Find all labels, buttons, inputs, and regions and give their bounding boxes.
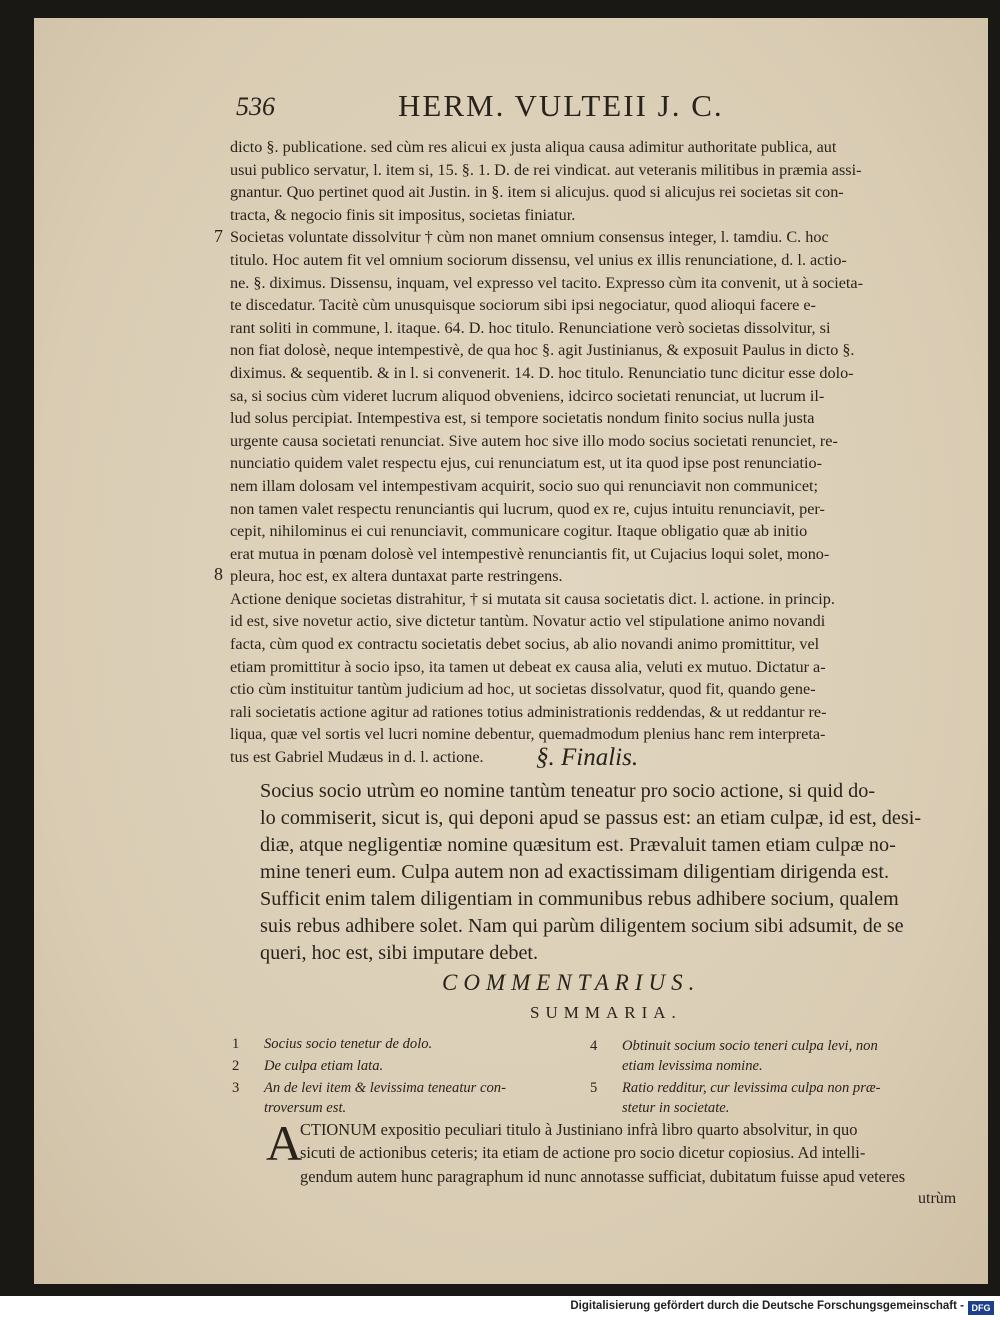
main-text-block (230, 136, 960, 769)
summary-item (232, 1078, 506, 1118)
running-title: HERM. VULTEII J. C. (398, 88, 724, 123)
text-line: facta, cùm quod ex contractu societatis debet socius, ab alio novandi animo promittitur, vel (230, 635, 820, 654)
text-line: diximus. & sequentib. & in l. si convenerit. 14. D. hoc titulo. Renunciatio tunc dicitur esse dolo- (230, 363, 854, 382)
summary-line: troversum est. (264, 1100, 347, 1116)
text-line: ctio cùm instituitur tantùm judicium ad hoc, ut societas dissolvatur, quod fit, quando gene- (230, 680, 816, 699)
margin-number-8: 8 (214, 564, 223, 584)
text-line: mine teneri eum. Culpa autem non ad exactissimam diligentiam dirigenda est. (260, 861, 890, 883)
drop-cap: A (266, 1115, 303, 1171)
text-line: nunciatio quidem valet respectu ejus, cui renunciatum est, ut ita quod ipse post renunciatio- (230, 454, 823, 473)
text-line: id est, sive novetur actio, sive dictetur tantùm. Novatur actio vel stipulatione animo novandi (230, 612, 826, 631)
dfg-logo-icon: DFG (968, 1301, 994, 1315)
text-line: dicto §. publicatione. sed cùm res alicui ex justa aliqua causa adimitur authoritate publica, aut (230, 138, 837, 156)
text-line: cepit, nihilominus ei cui renunciavit, communicare cogitur. Itaque obligatio quæ ab initio (230, 522, 808, 541)
text-line: sicuti de actionibus ceteris; ita etiam de actione pro socio dicetur copiosius. Ad intelli- (300, 1143, 866, 1163)
catchword: utrùm (918, 1190, 957, 1207)
summary-number: 4 (590, 1038, 598, 1054)
summary-line: Socius socio tenetur de dolo. (264, 1036, 433, 1052)
funding-notice: Digitalisierung gefördert durch die Deutsche Forschungsgemeinschaft - (570, 1300, 964, 1312)
summary-number: 3 (232, 1080, 240, 1096)
page-content (34, 18, 988, 1284)
text-line: rant soliti in commune, l. itaque. 64. D. hoc titulo. Renunciatione verò societas dissolvitur, si (230, 318, 831, 337)
text-line: lo commiserit, sicut is, qui deponi apud se passus est: an etiam culpæ, id est, desi- (260, 807, 922, 829)
text-line: etiam promittitur à socio ipso, ita tamen ut debeat ex causa alia, veluti ex mutuo. Dictatur a- (230, 657, 826, 676)
text-line: gendum autem hunc paragraphum id nunc annotasse sufficiat, dubitatum fuisse apud veteres (300, 1166, 906, 1186)
summary-line: Ratio redditur, cur levissima culpa non præ- (622, 1080, 881, 1096)
text-line: lud solus percipiat. Intempestiva est, si tempore societatis nondum finito socius nulla justa (230, 409, 815, 428)
text-line: te discedatur. Tacitè cùm unusquisque sociorum sibi ipsi negociatur, quod alioqui facere e- (230, 296, 816, 315)
page-number: 536 (236, 92, 275, 121)
margin-number-7: 7 (214, 226, 223, 246)
text-line: nem illam dolosam vel intempestivam acquirit, socio suo qui renunciavit non communicet; (230, 476, 819, 495)
text-line: Socius socio utrùm eo nomine tantùm teneatur pro socio actione, si quid do- (260, 780, 876, 802)
text-line: Sufficit enim talem diligentiam in communibus rebus adhibere socium, qualem (260, 888, 899, 910)
section-text-block (260, 778, 970, 967)
text-line: non fiat dolosè, neque intempestivè, de qua hoc §. agit Justinianus, & exposuit Paulus in dicto §. (230, 341, 855, 360)
scanned-page (34, 18, 988, 1284)
summary-heading: SUMMARIA. (530, 1003, 682, 1022)
text-line: CTIONUM expositio peculiari titulo à Justiniano infrà libro quarto absolvitur, in quo (300, 1120, 858, 1139)
commentary-text-block (300, 1118, 972, 1188)
text-line: queri, hoc est, sibi imputare debet. (260, 942, 539, 964)
text-line: suis rebus adhibere solet. Nam qui parùm diligentem socium sibi adsumit, de se (260, 915, 904, 937)
summary-number: 2 (232, 1058, 240, 1074)
text-line: Societas voluntate dissolvitur † cùm non manet omnium consensus integer, l. tamdiu. C. hoc (230, 228, 829, 247)
text-line: liqua, quæ vel sortis vel lucri nomine debentur, quemadmodum plenius hanc rem interpreta- (230, 725, 826, 744)
text-line: ne. §. diximus. Dissensu, inquam, vel expresso vel tacito. Expresso cùm ita convenit, ut à societa- (230, 273, 863, 292)
text-line: non tamen valet respectu renunciantis qui lucrum, quod ex re, cujus intuitu renunciavit, per- (230, 499, 825, 518)
text-line: diæ, atque negligentiæ nomine quæsitum est. Prævaluit tamen etiam culpæ no- (260, 834, 896, 856)
summary-item (232, 1056, 384, 1076)
summary-line: stetur in societate. (622, 1100, 730, 1116)
summary-item (590, 1036, 878, 1076)
text-line: tus est Gabriel Mudæus in d. l. actione. (230, 748, 484, 767)
summary-line: etiam levissima nomine. (622, 1058, 763, 1074)
text-line: gnantur. Quo pertinet quod ait Justin. in §. item si alicujus. quod si alicujus rei societas sit con- (230, 183, 844, 202)
text-line: pleura, hoc est, ex altera duntaxat parte restringens. (230, 567, 563, 586)
text-line: tracta, & negocio finis sit impositus, societas finiatur. (230, 205, 576, 224)
text-line: titulo. Hoc autem fit vel omnium sociorum dissensu, vel unius ex illis renunciatione, d. l. actio- (230, 250, 847, 269)
text-line: usui publico servatur, l. item si, 15. §. 1. D. de rei vindicat. aut veteranis militibus in præmia assi- (230, 160, 862, 179)
text-line: erat mutua in pœnam dolosè vel intempestivè renunciantis fit, ut Cujacius loqui solet, mono- (230, 544, 830, 563)
text-line: rali societatis actione agitur ad rationes totius administrationis reddendas, & ut reddantur re- (230, 702, 827, 721)
summary-line: An de levi item & levissima teneatur con- (264, 1080, 506, 1096)
summary-line: De culpa etiam lata. (264, 1058, 384, 1074)
summary-number: 5 (590, 1080, 598, 1096)
text-line: Actione denique societas distrahitur, † si mutata sit causa societatis dict. l. actione. in princip. (230, 589, 835, 608)
text-line: sa, si socius cùm videret lucrum aliquod obveniens, idcirco societati renunciat, ut lucrum il- (230, 386, 825, 405)
text-line: urgente causa societati renunciat. Sive autem hoc sive illo modo socius societati renunciet, re- (230, 431, 838, 450)
section-heading: §. Finalis. (536, 744, 639, 771)
summary-line: Obtinuit socium socio teneri culpa levi, non (622, 1038, 878, 1054)
summary-number: 1 (232, 1036, 240, 1052)
commentary-heading: COMMENTARIUS. (442, 970, 701, 995)
digitization-footer (0, 1296, 1000, 1320)
summary-item (590, 1078, 881, 1118)
summary-item (232, 1034, 433, 1054)
